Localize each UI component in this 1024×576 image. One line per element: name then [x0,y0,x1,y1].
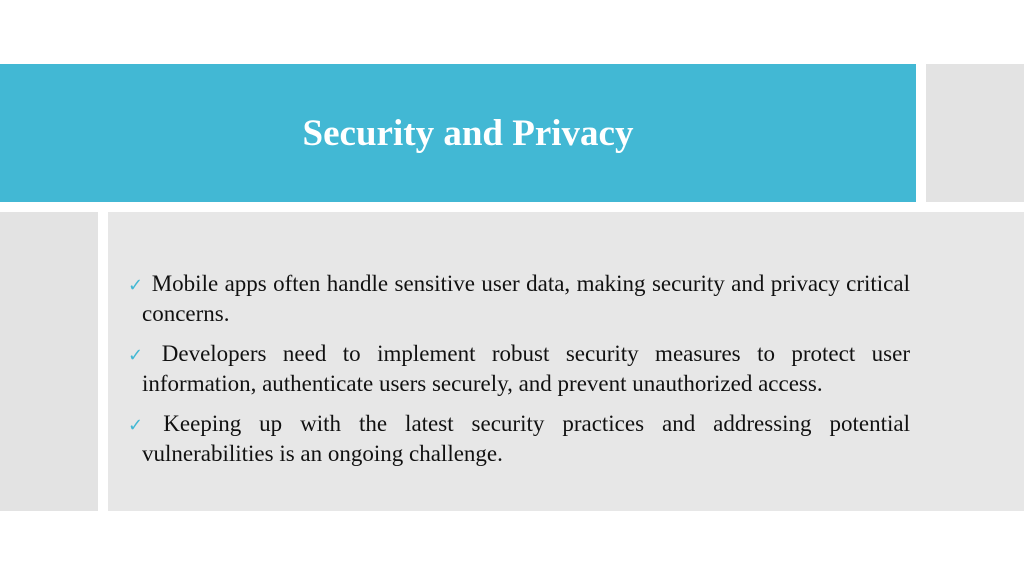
checkmark-icon: ✓ [128,415,156,436]
bullet-text: Developers need to implement robust security measures to protect user information, authenticate users securely, and prevent unauthorized access. [142,341,910,396]
bullet-text: Keeping up with the latest security practices and addressing potential vulnerabilities is an ongoing challenge. [142,411,910,466]
checkmark-icon: ✓ [128,345,154,366]
bullet-item [126,270,910,328]
bullet-item [126,410,910,468]
bullet-item [126,340,910,398]
checkmark-icon: ✓ [128,275,144,296]
slide-title: Security and Privacy [302,112,634,154]
decorative-box-left [0,212,98,511]
bullet-text: Mobile apps often handle sensitive user data, making security and privacy critical concerns. [142,271,910,326]
title-band [0,64,916,202]
decorative-box-top-right [926,64,1024,202]
bullet-list [126,270,910,480]
